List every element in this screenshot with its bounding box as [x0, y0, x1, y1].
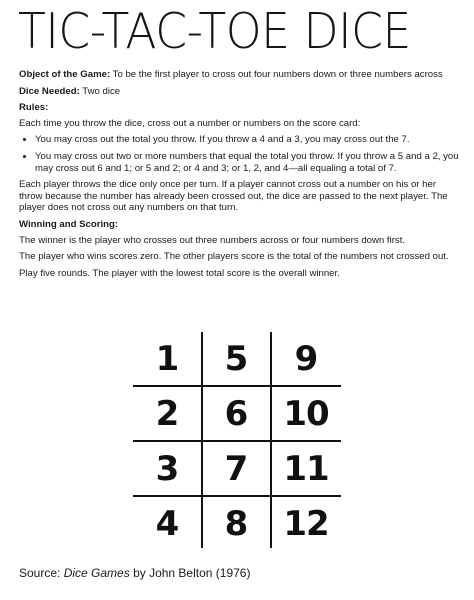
object-label: Object of the Game:: [19, 69, 111, 80]
object-paragraph: [19, 69, 459, 81]
rules-bullet-combination: • You may cross out two or more numbers that equal the total you throw. If you throw a 5 and a 2, you may cross out 6 and 1; or 5 and 2; or 4 and 3; or 1, 2, and 4—all equaling a total of 7.: [35, 151, 459, 174]
source-suffix: by John Belton (1976): [129, 566, 251, 580]
object-text: To be the first player to cross out four numbers down or three numbers across: [110, 69, 443, 80]
source-citation: [19, 566, 250, 580]
rules-list: [19, 134, 459, 174]
score-cell[interactable]: 2: [155, 394, 179, 434]
grid-horizontal-line: [133, 440, 341, 442]
rules-bullet-total: • You may cross out the total you throw. If you throw a 4 and a 3, you may cross out the 7.: [35, 134, 459, 146]
rules-heading: Rules:: [19, 102, 49, 114]
scoring-winner-paragraph: The winner is the player who crosses out three numbers across or four numbers down first.: [19, 234, 406, 246]
source-prefix: Source:: [19, 566, 64, 580]
score-cell[interactable]: 5: [224, 339, 248, 379]
dice-label: Dice Needed:: [19, 85, 80, 97]
score-cell[interactable]: 1: [155, 339, 179, 379]
score-cell[interactable]: 11: [283, 449, 329, 489]
rules-intro: Each time you throw the dice, cross out a number or numbers on the score card:: [19, 117, 361, 129]
scoring-rounds-paragraph: Play five rounds. The player with the lowest total score is the overall winner.: [19, 267, 340, 279]
score-cell[interactable]: 3: [155, 449, 179, 489]
grid-horizontal-line: [133, 385, 341, 387]
score-cell[interactable]: 8: [224, 504, 248, 544]
dice-paragraph: [19, 86, 459, 98]
scoring-score-paragraph: The player who wins scores zero. The other players score is the total of the numbers not crossed out.: [19, 251, 449, 263]
score-cell[interactable]: 12: [283, 504, 329, 544]
score-card-grid: [133, 332, 341, 548]
score-cell[interactable]: 4: [155, 504, 179, 544]
score-cell[interactable]: 7: [224, 449, 248, 489]
scoring-heading: Winning and Scoring:: [19, 218, 119, 230]
score-cell[interactable]: 9: [294, 339, 318, 379]
rules-turn-paragraph: Each player throws the dice only once per turn. If a player cannot cross out a number on his or her throw because the number has already been crossed out, the dice are passed to the next player. The player does not cross out any numbers on that turn.: [19, 179, 448, 214]
dice-text: Two dice: [79, 85, 121, 97]
source-book-title: Dice Games: [63, 566, 130, 580]
score-cell[interactable]: 6: [224, 394, 248, 434]
page-title: TIC-TAC-TOE DICE: [18, 3, 411, 60]
grid-horizontal-line: [133, 495, 341, 497]
rules-body: [19, 69, 459, 284]
score-cell[interactable]: 10: [283, 394, 329, 434]
